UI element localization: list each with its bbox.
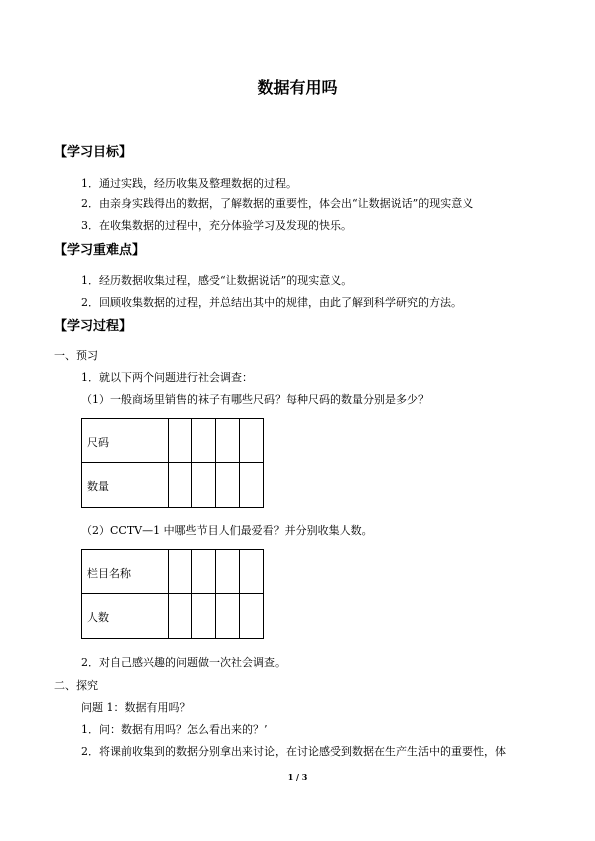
goals-heading: 【学习目标】 [54, 145, 133, 160]
question-2: （2）CCTV—1 中哪些节目人们最爱看？并分别收集人数。 [81, 524, 373, 537]
key-point-item-1: 1．经历数据收集过程，感受“让数据说话”的现实意义。 [81, 274, 353, 287]
explore-question-1: 问题 1：数据有用吗？ [81, 701, 191, 714]
table1-row-label-quantity: 数量 [87, 480, 109, 493]
page-title: 数据有用吗 [257, 78, 338, 97]
goal-item-3: 3．在收集数据的过程中，充分体验学习及发现的快乐。 [81, 219, 352, 232]
explore-item-1: 1．问：数据有用吗？怎么看出来的？’ [81, 723, 268, 736]
key-point-item-2: 2．回顾收集数据的过程，并总结出其中的规律，由此了解到科学研究的方法。 [81, 296, 462, 309]
key-points-heading: 【学习重难点】 [54, 243, 146, 258]
sock-size-table [81, 418, 264, 508]
question-1: （1）一般商场里销售的袜子有哪些尺码？每种尺码的数量分别是多少？ [81, 393, 429, 406]
page-number: 1 / 3 [287, 772, 308, 782]
process-heading: 【学习过程】 [54, 319, 133, 334]
goal-item-2: 2．由亲身实践得出的数据，了解数据的重要性，体会出“让数据说话”的现实意义 [81, 197, 474, 210]
explore-item-2: 2．将课前收集到的数据分别拿出来讨论，在讨论感受到数据在生产生活中的重要性，体 [81, 745, 506, 758]
preview-item-1: 1．就以下两个问题进行社会调查： [81, 371, 253, 384]
table2-row-label-people: 人数 [87, 611, 109, 624]
table2-row-label-program: 栏目名称 [87, 567, 131, 580]
table1-row-label-size: 尺码 [87, 436, 109, 449]
preview-heading: 一、预习 [54, 349, 98, 362]
goal-item-1: 1．通过实践，经历收集及整理数据的过程。 [81, 177, 297, 190]
program-table [81, 549, 264, 639]
preview-item-2: 2．对自己感兴趣的问题做一次社会调查。 [81, 656, 286, 669]
explore-heading: 二、探究 [54, 679, 98, 692]
